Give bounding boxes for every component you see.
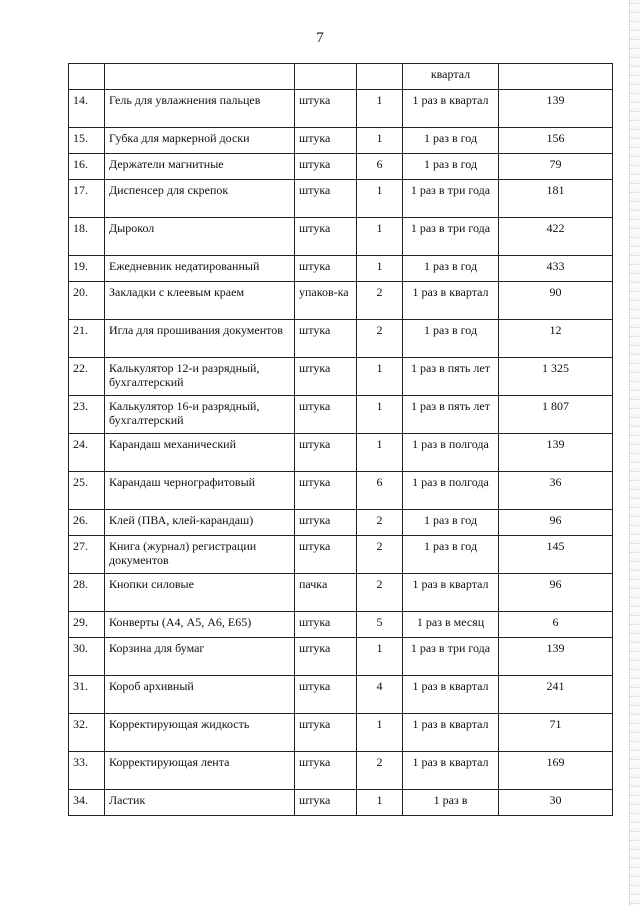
item-name-cell: Губка для маркерной доски: [105, 128, 295, 154]
price-cell: 139: [499, 434, 613, 472]
periodicity-cell: 1 раз в квартал: [403, 714, 499, 752]
unit-cell: штука: [295, 638, 357, 676]
row-number-cell: 21.: [69, 320, 105, 358]
row-number-cell: 15.: [69, 128, 105, 154]
table-row: [69, 676, 613, 714]
item-name-cell: [105, 64, 295, 90]
quantity-cell: 2: [357, 282, 403, 320]
quantity-cell: 2: [357, 510, 403, 536]
row-number-cell: 23.: [69, 396, 105, 434]
row-number-cell: 33.: [69, 752, 105, 790]
unit-cell: штука: [295, 536, 357, 574]
periodicity-cell: 1 раз в месяц: [403, 612, 499, 638]
price-cell: 422: [499, 218, 613, 256]
periodicity-cell: 1 раз в пять лет: [403, 396, 499, 434]
price-cell: 241: [499, 676, 613, 714]
quantity-cell: 1: [357, 358, 403, 396]
item-name-cell: Конверты (А4, А5, А6, Е65): [105, 612, 295, 638]
unit-cell: штука: [295, 180, 357, 218]
periodicity-cell: 1 раз в год: [403, 256, 499, 282]
item-name-cell: Диспенсер для скрепок: [105, 180, 295, 218]
table-row: [69, 128, 613, 154]
item-name-cell: Гель для увлажнения пальцев: [105, 90, 295, 128]
table-row: [69, 256, 613, 282]
row-number-cell: 28.: [69, 574, 105, 612]
unit-cell: штука: [295, 320, 357, 358]
periodicity-cell: 1 раз в пять лет: [403, 358, 499, 396]
periodicity-cell: 1 раз в три года: [403, 180, 499, 218]
row-number-cell: 19.: [69, 256, 105, 282]
unit-cell: штука: [295, 396, 357, 434]
item-name-cell: Ластик: [105, 790, 295, 816]
quantity-cell: 6: [357, 154, 403, 180]
price-cell: 96: [499, 574, 613, 612]
item-name-cell: Держатели магнитные: [105, 154, 295, 180]
supplies-table: [68, 63, 613, 816]
periodicity-cell: 1 раз в квартал: [403, 282, 499, 320]
quantity-cell: 1: [357, 790, 403, 816]
unit-cell: штука: [295, 676, 357, 714]
row-number-cell: 17.: [69, 180, 105, 218]
quantity-cell: 6: [357, 472, 403, 510]
unit-cell: штука: [295, 90, 357, 128]
price-cell: 169: [499, 752, 613, 790]
periodicity-cell: 1 раз в год: [403, 128, 499, 154]
table-row: [69, 282, 613, 320]
table-body: [69, 64, 613, 816]
quantity-cell: 2: [357, 320, 403, 358]
row-number-cell: 32.: [69, 714, 105, 752]
quantity-cell: 1: [357, 714, 403, 752]
item-name-cell: Корзина для бумаг: [105, 638, 295, 676]
unit-cell: штука: [295, 510, 357, 536]
carryover-row: [69, 64, 613, 90]
periodicity-cell: 1 раз в квартал: [403, 752, 499, 790]
quantity-cell: 1: [357, 218, 403, 256]
table-row: [69, 510, 613, 536]
periodicity-cell: 1 раз в год: [403, 320, 499, 358]
unit-cell: штука: [295, 154, 357, 180]
quantity-cell: 1: [357, 434, 403, 472]
price-cell: 181: [499, 180, 613, 218]
price-cell: 139: [499, 90, 613, 128]
price-cell: 90: [499, 282, 613, 320]
price-cell: 145: [499, 536, 613, 574]
row-number-cell: 27.: [69, 536, 105, 574]
quantity-cell: 1: [357, 90, 403, 128]
quantity-cell: 1: [357, 180, 403, 218]
item-name-cell: Калькулятор 12-и разрядный, бухгалтерский: [105, 358, 295, 396]
row-number-cell: 31.: [69, 676, 105, 714]
price-cell: 36: [499, 472, 613, 510]
unit-cell: штука: [295, 612, 357, 638]
item-name-cell: Закладки с клеевым краем: [105, 282, 295, 320]
price-cell: 1 807: [499, 396, 613, 434]
table-row: [69, 90, 613, 128]
unit-cell: штука: [295, 218, 357, 256]
item-name-cell: Корректирующая жидкость: [105, 714, 295, 752]
unit-cell: пачка: [295, 574, 357, 612]
page-number: 7: [316, 30, 324, 46]
quantity-cell: [357, 64, 403, 90]
table-row: [69, 218, 613, 256]
row-number-cell: 26.: [69, 510, 105, 536]
table-row: [69, 358, 613, 396]
table-row: [69, 472, 613, 510]
table-row: [69, 180, 613, 218]
quantity-cell: 1: [357, 396, 403, 434]
unit-cell: штука: [295, 472, 357, 510]
quantity-cell: 2: [357, 752, 403, 790]
table-row: [69, 612, 613, 638]
item-name-cell: Игла для прошивания документов: [105, 320, 295, 358]
unit-cell: штука: [295, 128, 357, 154]
unit-cell: [295, 64, 357, 90]
unit-cell: штука: [295, 714, 357, 752]
scan-edge-decoration: [629, 0, 640, 905]
quantity-cell: 1: [357, 256, 403, 282]
item-name-cell: Клей (ПВА, клей-карандаш): [105, 510, 295, 536]
table-row: [69, 320, 613, 358]
quantity-cell: 2: [357, 574, 403, 612]
table-row: [69, 752, 613, 790]
row-number-cell: 25.: [69, 472, 105, 510]
price-cell: [499, 64, 613, 90]
row-number-cell: [69, 64, 105, 90]
table-row: [69, 536, 613, 574]
quantity-cell: 1: [357, 638, 403, 676]
periodicity-cell: 1 раз в: [403, 790, 499, 816]
row-number-cell: 30.: [69, 638, 105, 676]
periodicity-cell: 1 раз в полгода: [403, 472, 499, 510]
item-name-cell: Карандаш чернографитовый: [105, 472, 295, 510]
unit-cell: штука: [295, 752, 357, 790]
periodicity-cell: квартал: [403, 64, 499, 90]
price-cell: 6: [499, 612, 613, 638]
table-row: [69, 434, 613, 472]
periodicity-cell: 1 раз в год: [403, 510, 499, 536]
price-cell: 156: [499, 128, 613, 154]
item-name-cell: Калькулятор 16-и разрядный, бухгалтерский: [105, 396, 295, 434]
price-cell: 79: [499, 154, 613, 180]
row-number-cell: 22.: [69, 358, 105, 396]
periodicity-cell: 1 раз в квартал: [403, 574, 499, 612]
item-name-cell: Дырокол: [105, 218, 295, 256]
periodicity-cell: 1 раз в квартал: [403, 676, 499, 714]
row-number-cell: 29.: [69, 612, 105, 638]
table-row: [69, 638, 613, 676]
table-row: [69, 154, 613, 180]
quantity-cell: 5: [357, 612, 403, 638]
periodicity-cell: 1 раз в год: [403, 536, 499, 574]
price-cell: 433: [499, 256, 613, 282]
item-name-cell: Кнопки силовые: [105, 574, 295, 612]
price-cell: 96: [499, 510, 613, 536]
price-cell: 12: [499, 320, 613, 358]
unit-cell: штука: [295, 790, 357, 816]
periodicity-cell: 1 раз в три года: [403, 218, 499, 256]
price-cell: 71: [499, 714, 613, 752]
unit-cell: штука: [295, 256, 357, 282]
row-number-cell: 14.: [69, 90, 105, 128]
table-row: [69, 574, 613, 612]
row-number-cell: 24.: [69, 434, 105, 472]
item-name-cell: Корректирующая лента: [105, 752, 295, 790]
unit-cell: упаков-ка: [295, 282, 357, 320]
table-row: [69, 790, 613, 816]
table-row: [69, 396, 613, 434]
periodicity-cell: 1 раз в квартал: [403, 90, 499, 128]
quantity-cell: 4: [357, 676, 403, 714]
quantity-cell: 1: [357, 128, 403, 154]
table-row: [69, 714, 613, 752]
quantity-cell: 2: [357, 536, 403, 574]
price-cell: 30: [499, 790, 613, 816]
periodicity-cell: 1 раз в три года: [403, 638, 499, 676]
item-name-cell: Книга (журнал) регистрации документов: [105, 536, 295, 574]
item-name-cell: Ежедневник недатированный: [105, 256, 295, 282]
row-number-cell: 34.: [69, 790, 105, 816]
item-name-cell: Карандаш механический: [105, 434, 295, 472]
periodicity-cell: 1 раз в полгода: [403, 434, 499, 472]
row-number-cell: 20.: [69, 282, 105, 320]
item-name-cell: Короб архивный: [105, 676, 295, 714]
price-cell: 139: [499, 638, 613, 676]
row-number-cell: 16.: [69, 154, 105, 180]
price-cell: 1 325: [499, 358, 613, 396]
row-number-cell: 18.: [69, 218, 105, 256]
periodicity-cell: 1 раз в год: [403, 154, 499, 180]
unit-cell: штука: [295, 358, 357, 396]
unit-cell: штука: [295, 434, 357, 472]
